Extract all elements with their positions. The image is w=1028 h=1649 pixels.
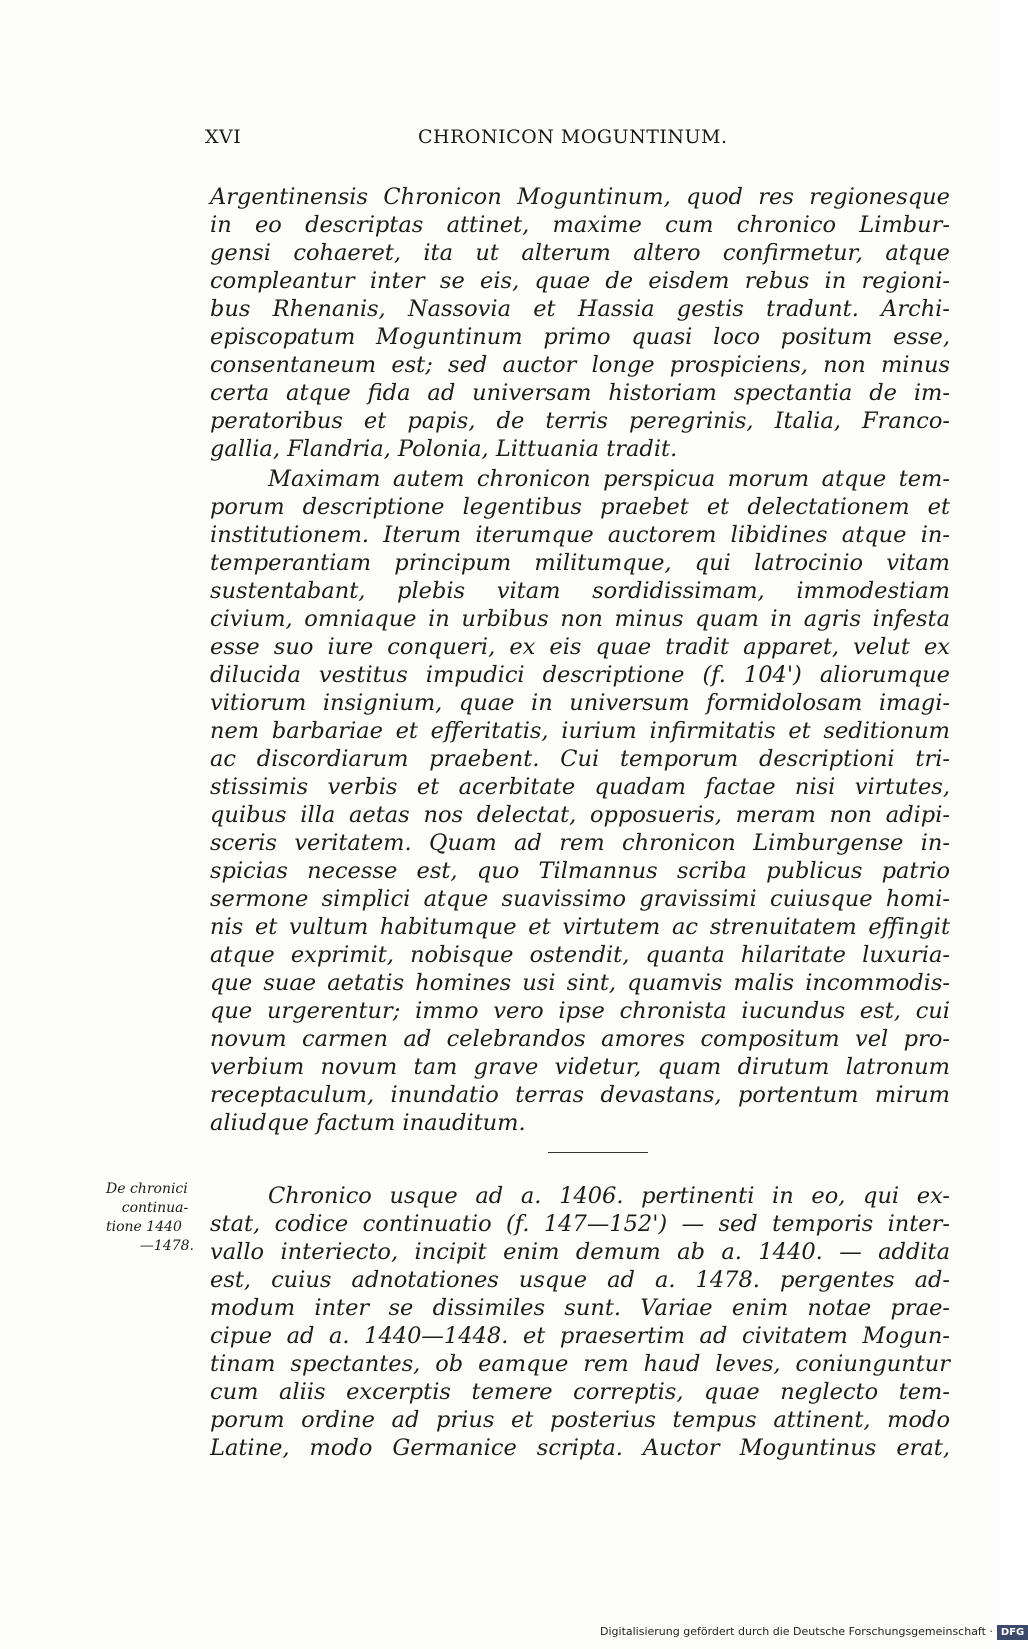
text-line: ac discordiarum praebent. Cui temporum descriptioni tri- [210,746,950,772]
paragraph-2 [210,465,950,1137]
margin-note-line: De chronici [106,1181,188,1197]
text-line: peratoribus et papis, de terris peregrinis, Italia, Franco- [210,408,950,434]
digitization-footer [600,1623,1028,1641]
paragraph-3 [210,1182,950,1462]
text-line: institutionem. Iterum iterumque auctorem libidines atque in- [210,522,950,548]
text-line: Maximam autem chronicon perspicua morum atque tem- [268,466,950,492]
text-line: aliudque factum inauditum. [210,1110,526,1136]
text-line: tinam spectantes, ob eamque rem haud leves, coniunguntur [210,1351,950,1377]
text-line: vitiorum insignium, quae in universum formidolosam imagi- [210,690,950,716]
text-line: atque exprimit, nobisque ostendit, quanta hilaritate luxuria- [210,942,950,968]
text-line: in eo descriptas attinet, maxime cum chronico Limbur- [210,212,950,238]
section-divider [548,1152,648,1153]
text-line: que suae aetatis homines usi sint, quamvis malis incommodis- [210,970,950,996]
text-line: compleantur inter se eis, quae de eisdem rebus in regioni- [210,268,950,294]
text-line: stat, codice continuatio (f. 147—152') — sed temporis inter- [210,1211,950,1237]
text-line: certa atque fida ad universam historiam spectantia de im- [210,380,950,406]
text-line: porum ordine ad prius et posterius tempus attinent, modo [210,1407,950,1433]
text-line: cum aliis excerptis temere correptis, quae neglecto tem- [210,1379,950,1405]
text-line: porum descriptione legentibus praebet et delectationem et [210,494,950,520]
text-line: Chronico usque ad a. 1406. pertinenti in eo, qui ex- [268,1183,950,1209]
text-line: civium, omniaque in urbibus non minus quam in agris infesta [210,606,950,632]
text-line: cipue ad a. 1440—1448. et praesertim ad civitatem Mogun- [210,1323,950,1349]
page-number: XVI [205,126,242,148]
text-line: novum carmen ad celebrandos amores compositum vel pro- [210,1026,950,1052]
text-line: sermone simplici atque suavissimo gravissimi cuiusque homi- [210,886,950,912]
text-line: sceris veritatem. Quam ad rem chronicon Limburgense in- [210,830,950,856]
text-line: stissimis verbis et acerbitate quadam factae nisi virtutes, [210,774,950,800]
text-line: temperantiam principum militumque, qui latrocinio vitam [210,550,950,576]
text-line: dilucida vestitus impudici descriptione (f. 104') aliorumque [210,662,950,688]
text-line: bus Rhenanis, Nassovia et Hassia gestis tradunt. Archi- [210,296,950,322]
text-line: modum inter se dissimiles sunt. Variae enim notae prae- [210,1295,950,1321]
text-line: nem barbariae et efferitatis, iurium infirmitatis et seditionum [210,718,950,744]
text-line: episcopatum Moguntinum primo quasi loco positum esse, [210,324,950,350]
text-line: verbium novum tam grave videtur, quam dirutum latronum [210,1054,950,1080]
paragraph-1 [210,183,950,463]
text-line: receptaculum, inundatio terras devastans, portentum mirum [210,1082,950,1108]
text-line: est, cuius adnotationes usque ad a. 1478. pergentes ad- [210,1267,950,1293]
text-line: sustentabant, plebis vitam sordidissimam, immodestiam [210,578,950,604]
text-line: Latine, modo Germanice scripta. Auctor Moguntinus erat, [210,1435,950,1461]
text-line: vallo interiecto, incipit enim demum ab a. 1440. — addita [210,1239,950,1265]
footer-text: Digitalisierung gefördert durch die Deutsche Forschungsgemeinschaft · [600,1625,993,1638]
text-line: consentaneum est; sed auctor longe prospiciens, non minus [210,352,950,378]
text-line: que urgerentur; immo vero ipse chronista iucundus est, cui [210,998,950,1024]
text-line: nis et vultum habitumque et virtutem ac strenuitatem effingit [210,914,950,940]
text-line: gallia, Flandria, Polonia, Littuania tradit. [210,436,678,462]
margin-note [106,1180,204,1256]
text-line: quibus illa aetas nos delectat, opposueris, meram non adipi- [210,802,950,828]
margin-note-line: —1478. [139,1238,194,1254]
running-head [205,126,735,154]
margin-note-line: continua- [121,1200,189,1216]
dfg-logo: DFG [997,1625,1028,1640]
text-line: spicias necesse est, quo Tilmannus scriba publicus patrio [210,858,950,884]
margin-note-line: tione 1440 [106,1219,182,1235]
text-line: Argentinensis Chronicon Moguntinum, quod res regionesque [210,184,950,210]
text-line: esse suo iure conqueri, ex eis quae tradit apparet, velut ex [210,634,950,660]
text-line: gensi cohaeret, ita ut alterum altero confirmetur, atque [210,240,950,266]
running-title: CHRONICON MOGUNTINUM. [418,126,728,148]
